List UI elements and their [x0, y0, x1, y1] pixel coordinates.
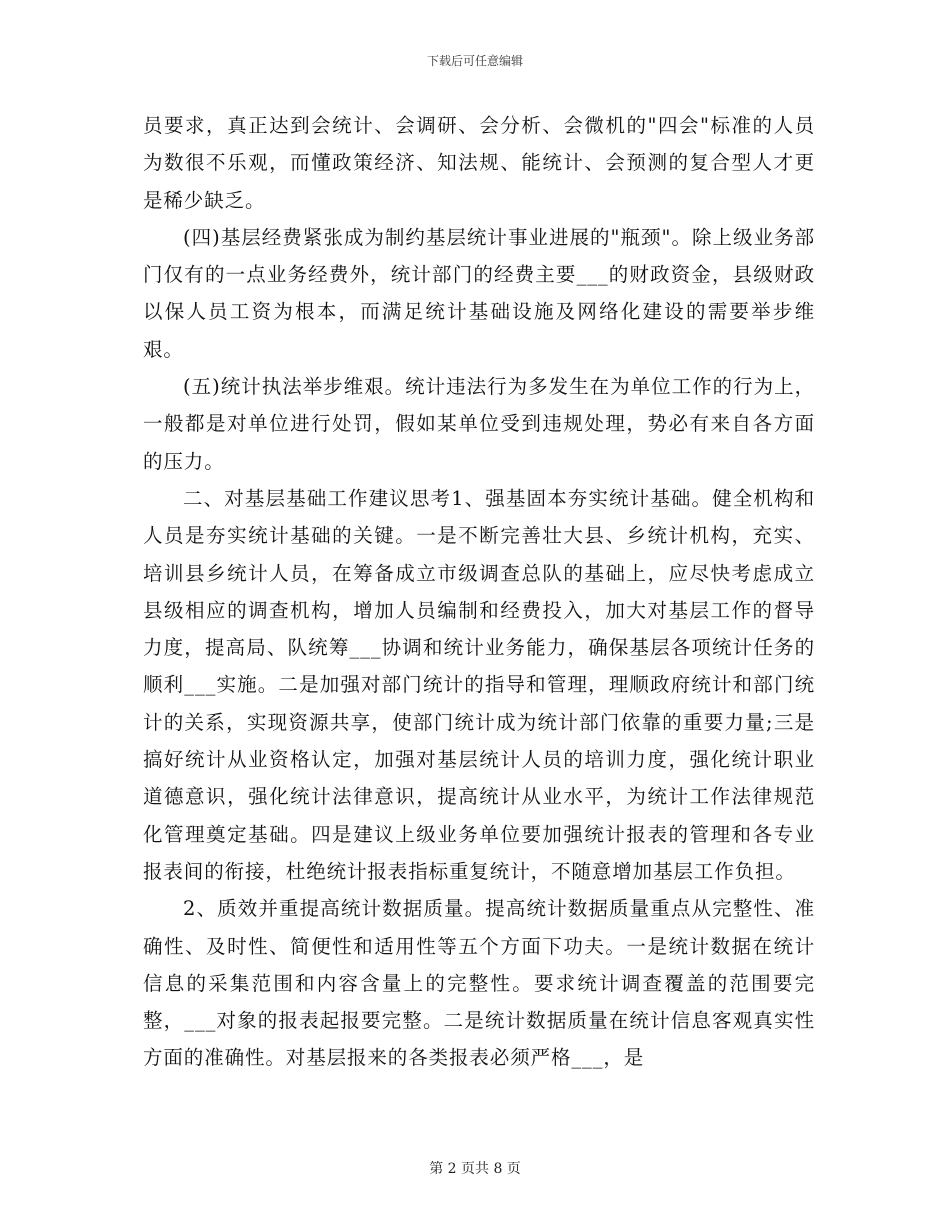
document-body — [143, 107, 815, 1077]
paragraph-5: 2、质效并重提高统计数据质量。提高统计数据质量重点从完整性、准确性、及时性、简便性和适用性等五个方面下功夫。一是统计数据在统计信息的采集范围和内容含量上的完整性。要求统计调查覆盖的范围要完整，___对象的报表起报要完整。二是统计数据质量在统计信息客观真实性方面的准确性。对基层报来的各类报表必须严格___，是 — [143, 897, 815, 1070]
paragraph-2: (四)基层经费紧张成为制约基层统计事业进展的"瓶颈"。除上级业务部门仅有的一点业务经费外，统计部门的经费主要___的财政资金，县级财政以保人员工资为根本，而满足统计基础设施及网络化建设的需要举步维艰。 — [143, 225, 815, 361]
page-header: 下载后可任意编辑 — [426, 54, 523, 68]
paragraph-4: 二、对基层基础工作建议思考1、强基固本夯实统计基础。健全机构和人员是夯实统计基础的关键。一是不断完善壮大县、乡统计机构，充实、培训县乡统计人员，在筹备成立市级调查总队的基础上，应尽快考虑成立县级相应的调查机构，增加人员编制和经费投入，加大对基层工作的督导力度，提高局、队统筹___协调和统计业务能力，确保基层各项统计任务的顺利___实施。二是加强对部门统计的指导和管理，理顺政府统计和部门统计的关系，实现资源共享，使部门统计成为统计部门依靠的重要力量;三是搞好统计从业资格认定，加强对基层统计人员的培训力度，强化统计职业道德意识，强化统计法律意识，提高统计从业水平，为统计工作法律规范化管理奠定基础。四是建议上级业务单位要加强统计报表的管理和各专业报表间的衔接，杜绝统计报表指标重复统计，不随意增加基层工作负担。 — [143, 486, 815, 883]
paragraph-3: (五)统计执法举步维艰。统计违法行为多发生在为单位工作的行为上，一般都是对单位进行处罚，假如某单位受到违规处理，势必有来自各方面的压力。 — [143, 375, 815, 473]
page-number: 第 2 页共 8 页 — [429, 1161, 521, 1177]
paragraph-1: 员要求，真正达到会统计、会调研、会分析、会微机的"四会"标准的人员为数很不乐观，而懂政策经济、知法规、能统计、会预测的复合型人才更是稀少缺乏。 — [143, 114, 815, 212]
